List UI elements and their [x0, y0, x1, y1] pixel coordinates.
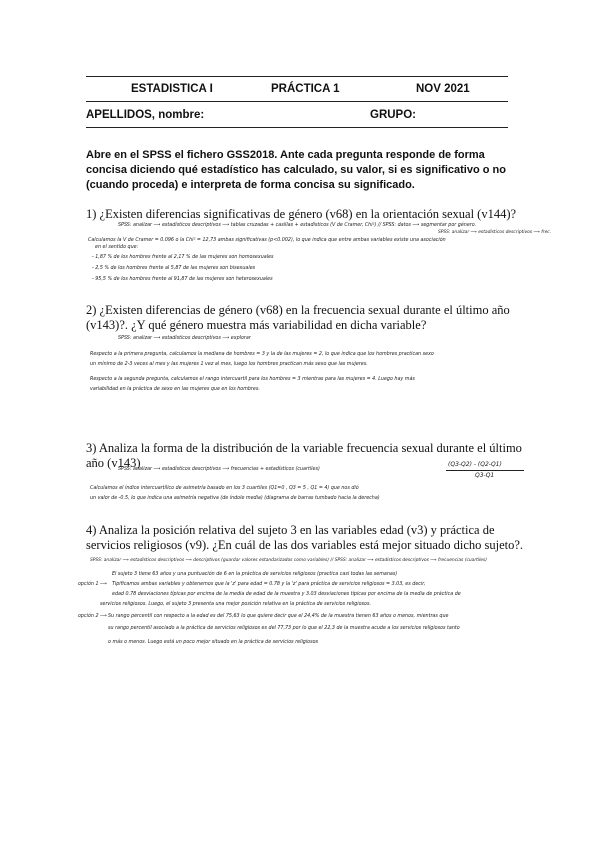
- q4-note-percentile-2: su rango percentil asociado a la práctica de servicios religiosos es del 77,73 por lo que el 22,3 de la muestra acude a los servicios religiosos tanto: [108, 626, 460, 631]
- q3-note-value: un valor de -0.5, lo que indica una asimetría negativa (de índole media) (diagrama de barras tumbado hacia la derecha): [90, 496, 380, 501]
- header-rule-top: [86, 76, 508, 77]
- q1-note-homosexual: - 1,87 % de los hombres frente al 2,17 % de las mujeres son homosexuales: [92, 255, 274, 260]
- q1-note-bisexual: - 2,5 % de los hombres frente al 5,87 de las mujeres son bisexuales: [92, 266, 256, 271]
- q1-note-heterosexual: - 95,5 % de los hombres frente al 91,87 de las mujeres son heterosexuales: [92, 277, 273, 282]
- question-2: 2) ¿Existen diferencias de género (v68) en la frecuencia sexual durante el último año (v143)?. ¿Y qué género muestra más variabilidad en dicha variable?: [86, 303, 510, 332]
- q2-note-iqr-2: variabilidad en la práctica de sexo en las mujeres que en los hombres.: [90, 387, 260, 392]
- q4-note-z-2: edad 0.78 desviaciones típicas por encima de la media de edad de la muestra y 3.03 desviaciones típicas por encima de la media de práctica de: [112, 592, 461, 597]
- q1-note-spss: SPSS: analizar ⟶ estadísticos descriptivos ⟶ tablas cruzadas + casillas + estadísticos (V de Cramer, Chi²) // SPSS: datos ⟶ segmentar por género.: [118, 223, 477, 228]
- q4-note-percentile-3: o más o menos. Luego está un poco mejor situado en la práctica de servicios religiosos: [108, 640, 319, 645]
- q3-formula-numerator: (Q3-Q2) - (Q2-Q1): [448, 461, 502, 468]
- header-date: NOV 2021: [416, 83, 470, 95]
- q4-margin-option-2: opción 2 ⟶: [78, 614, 107, 619]
- q1-note-spss-freq: SPSS: analizar ⟶ estadísticos descriptivos ⟶ frec.: [438, 230, 552, 235]
- question-1: 1) ¿Existen diferencias significativas de género (v68) en la orientación sexual (v144)?: [86, 207, 517, 221]
- question-3: 3) Analiza la forma de la distribución de la variable frecuencia sexual durante el último año (v143): [86, 441, 522, 470]
- header-surname-label: APELLIDOS, nombre:: [86, 109, 205, 121]
- q4-note-subject: El sujeto 3 tiene 63 años y una puntuación de 6 en la práctica de servicios religiosos (practica casi todas las semanas): [112, 572, 398, 577]
- q2-note-median: Respecto a la primera pregunta, calculamos la mediana de hombres = 3 y la de las mujeres = 2, lo que indica que los hombres practican sexo: [90, 352, 434, 357]
- header-group-label: GRUPO:: [370, 109, 416, 121]
- q2-note-spss: SPSS: analizar ⟶ estadísticos descriptivos ⟶ explorar: [118, 336, 251, 341]
- header-subject: ESTADISTICA I: [131, 83, 213, 95]
- q4-note-percentile: Su rango percentil con respecto a la edad es del 75,63 lo que quiere decir que el 24,4% de la muestra tienen 63 años o menos, mientras que: [108, 614, 449, 619]
- q3-formula-denominator: Q3-Q1: [475, 472, 495, 479]
- q1-note-sense: en el sentido que:: [95, 245, 139, 250]
- q3-note-index: Calculamos el índice intercuartílico de asimetría basado en los 3 cuartiles (Q1=0 , Q3 = 5 , Q1 = 4) que nos dió: [90, 486, 359, 491]
- q3-formula-bar: [446, 470, 524, 471]
- q2-note-iqr: Respecto a la segunda pregunta, calculamos el rango intercuartil para los hombres = 3 mientras para las mujeres = 4. Luego hay más: [90, 377, 415, 382]
- q4-note-z: Tipificamos ambas variables y obtenemos que la 'z' para edad = 0.78 y la 'z' para práctica de servicios religiosos = 3.03, es decir,: [112, 582, 426, 587]
- q3-note-spss: SPSS: analizar ⟶ estadísticos descriptivos ⟶ frecuencias + estadísticos (cuartiles): [118, 467, 320, 472]
- q4-note-z-3: servicios religiosos. Luego, el sujeto 3 presenta una mejor posición relativa en la práctica de servicios religiosos.: [100, 602, 372, 607]
- instructions: Abre en el SPSS el fichero GSS2018. Ante cada pregunta responde de forma concisa diciendo qué estadístico has calculado, su valor, si es significativo o no (cuando proceda) e interpreta de forma concisa su significado.: [86, 149, 506, 191]
- q4-margin-option-1: opción 1 ⟶: [78, 582, 107, 587]
- header-practice: PRÁCTICA 1: [271, 83, 340, 95]
- q1-note-result: Calculamos la V de Cramer = 0.096 o la Chi² = 12,73 ambas significativas (p<0.002), lo que indica que entre ambas variables existe una asociación: [88, 238, 446, 243]
- question-4: 4) Analiza la posición relativa del sujeto 3 en las variables edad (v3) y práctica de servicios religiosos (v9). ¿En cuál de las dos variables está mejor situado dicho sujeto?.: [86, 523, 524, 552]
- q2-note-median-2: un mínimo de 2-3 veces al mes y las mujeres 1 vez al mes, luego los hombres practican más sexo que las mujeres.: [90, 362, 368, 367]
- header-rule-middle: [86, 101, 508, 102]
- header-rule-bottom: [86, 127, 508, 128]
- q4-note-spss: SPSS: analizar ⟶ estadísticos descriptivos ⟶ descriptivos (guardar valores estandarizados como variables) // SPSS: analizar ⟶ estadísticos descriptivos ⟶ frecuencias (cuartiles): [90, 558, 487, 563]
